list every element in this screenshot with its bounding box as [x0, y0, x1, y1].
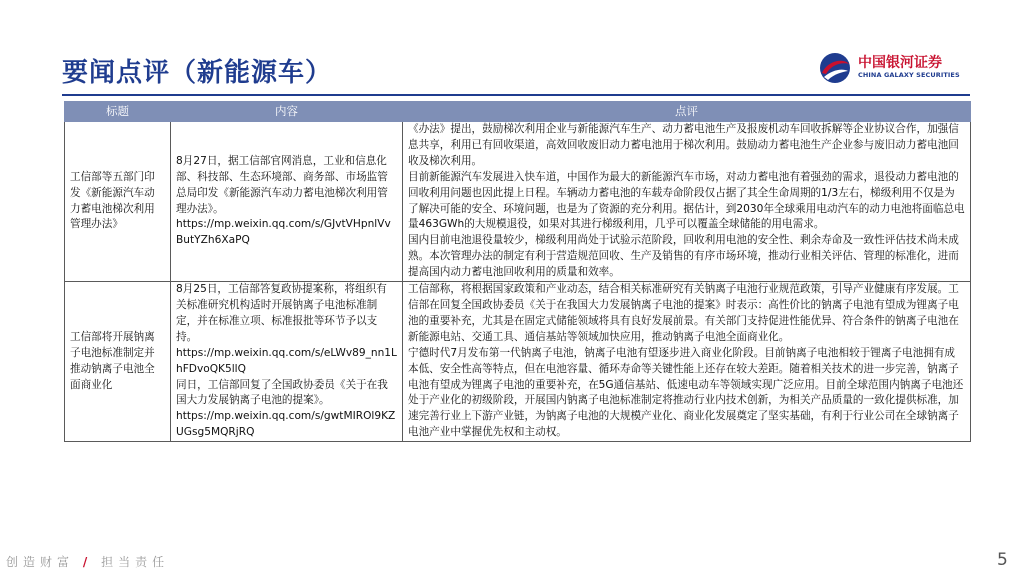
logo-text-cn: 中国银河证券: [858, 55, 942, 71]
title-divider: [62, 94, 970, 96]
comment-paragraph: 国内目前电池退役量较少，梯级利用尚处于试验示范阶段，回收利用电池的安全性、剩余寿命及一致性评估技术尚未成熟。本次管理办法的制定有利于营造规范回收、生产及销售的有序市场环境，推动行业相关评估、管理的标准化，进而提高国内动力蓄电池回收利用的质量和效率。: [408, 234, 959, 279]
slogan-left: 创造财富: [6, 555, 75, 569]
content-link[interactable]: https://mp.weixin.qq.com/s/eLWv89_nn1LhFDvoQK5llQ: [176, 346, 397, 375]
table-row: [65, 122, 971, 282]
footer-slogan: [6, 553, 169, 570]
content-paragraph: 8月27日，据工信部官网消息，工业和信息化部、科技部、生态环境部、商务部、市场监管总局印发《新能源汽车动力蓄电池梯次利用管理办法》。: [176, 154, 388, 215]
slogan-right: 担当责任: [101, 555, 170, 569]
galaxy-logo-icon: [818, 52, 852, 84]
comment-paragraph: 目前新能源汽车发展进入快车道，中国作为最大的新能源汽车市场，对动力蓄电池有着强劲的需求，退役动力蓄电池的回收利用问题也因此提上日程。车辆动力蓄电池的车载寿命阶段仅占据了其全生命周期的1/3左右，梯级利用不仅是为了解决可能的安全、环境问题，也是为了资源的充分利用。据估计，到2030年全球乘用电动汽车的动力电池将面临总电量463GWh的大规模退役，如果对其进行梯级利用，几乎可以覆盖全球储能的用电需求。: [408, 170, 965, 231]
page-title: 要闻点评（新能源车）: [62, 58, 333, 88]
table-header-row: [65, 102, 971, 122]
row-comment: [403, 122, 971, 282]
header-title: 标题: [65, 102, 171, 122]
table-row: [65, 282, 971, 442]
header-content: 内容: [171, 102, 403, 122]
content-link[interactable]: https://mp.weixin.qq.com/s/gwtMIROl9KZUGsg5MQRjRQ: [176, 410, 396, 439]
content-paragraph: 8月25日，工信部答复政协提案称，将组织有关标准研究机构适时开展钠离子电池标准制定，并在标准立项、标准报批等环节予以支持。: [176, 283, 387, 343]
content-paragraph: 同日，工信部回复了全国政协委员《关于在我国大力发展钠离子电池的提案》。: [176, 378, 388, 407]
row-title: 工信部等五部门印发《新能源汽车动力蓄电池梯次利用管理办法》: [65, 122, 171, 282]
news-commentary-table: [64, 101, 971, 442]
row-content: [171, 122, 403, 282]
comment-paragraph: 宁德时代7月发布第一代钠离子电池，钠离子电池有望逐步进入商业化阶段。目前钠离子电池相较于锂离子电池拥有成本低、安全性高等特点，但在电池容量、循环寿命等关键性能上还存在较大差距。随着相关技术的进一步完善，钠离子电池有望成为锂离子电池的重要补充，在5G通信基站、低速电动车等领域实现广泛应用。目前全球范围内钠离子电池还处于产业化的初级阶段，开展国内钠离子电池标准制定将推动行业内技术创新，为相关产品质量的一致化提供标准，加速完善行业上下游产业链，为钠离子电池的大规模产业化、商业化发展奠定了坚实基础，有利于行业公司在全球钠离子电池产业中掌握优先权和主动权。: [408, 346, 964, 439]
row-content: [171, 282, 403, 442]
page-number: 5: [997, 550, 1008, 570]
content-link[interactable]: https://mp.weixin.qq.com/s/GJvtVHpnlVvButYZh6XaPQ: [176, 218, 391, 247]
slogan-separator: /: [82, 555, 93, 569]
row-title: 工信部将开展钠离子电池标准制定并推动钠离子电池全面商业化: [65, 282, 171, 442]
comment-paragraph: 工信部称，将根据国家政策和产业动态，结合相关标准研究有关钠离子电池行业规范政策，引导产业健康有序发展。工信部在回复全国政协委员《关于在我国大力发展钠离子电池的提案》时表示：高性价比的钠离子电池有望成为锂离子电池的重要补充，尤其是在固定式储能领域将具有良好发展前景。有关部门支持促进性能优异、符合条件的钠离子电池在新能源电站、交通工具、通信基站等领域加快应用，推动钠离子电池全面商业化。: [408, 283, 959, 343]
row-comment: [403, 282, 971, 442]
company-logo: [818, 50, 968, 86]
logo-text-en: CHINA GALAXY SECURITIES: [858, 71, 960, 79]
header-comment: 点评: [403, 102, 971, 122]
comment-paragraph: 《办法》提出，鼓励梯次利用企业与新能源汽车生产、动力蓄电池生产及报废机动车回收拆解等企业协议合作，加强信息共享，利用已有回收渠道，高效回收废旧动力蓄电池用于梯次利用。鼓励动力蓄电池生产企业参与废旧动力蓄电池回收及梯次利用。: [408, 123, 959, 167]
